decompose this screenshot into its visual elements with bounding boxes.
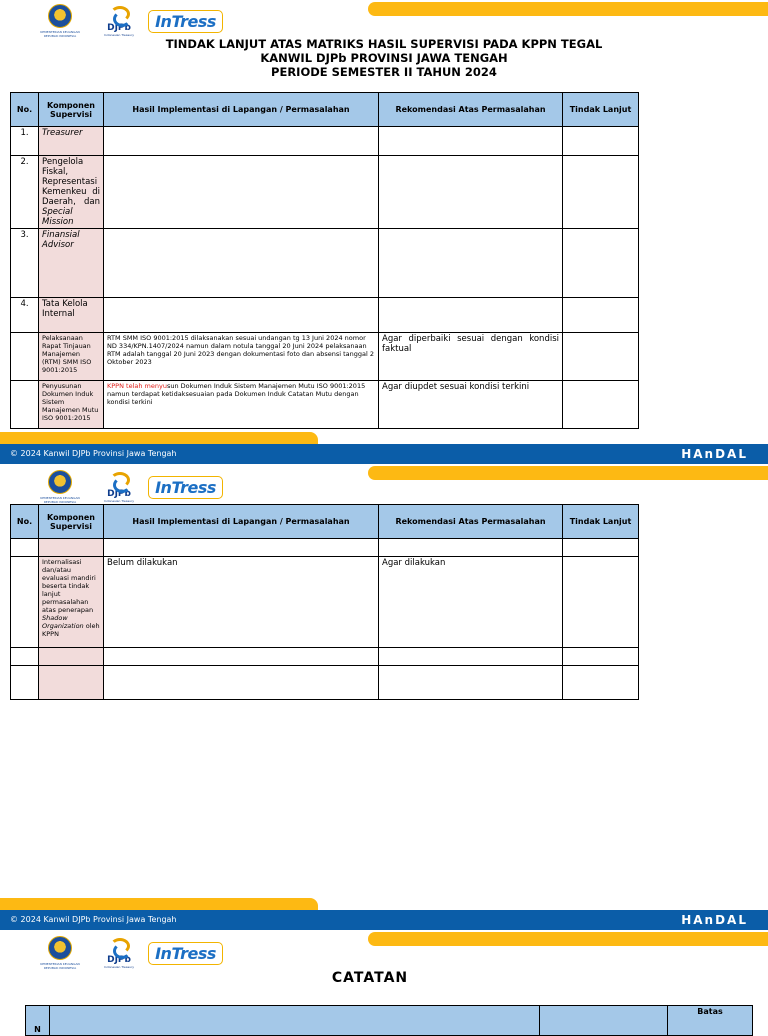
hasil-cell [104,229,379,298]
col-header-blank [540,1006,668,1036]
table-row [11,648,639,666]
kemenkeu-emblem-icon [48,4,72,28]
komponen-text-tail: oleh KPPN [42,622,100,638]
row-number [11,557,39,648]
hasil-cell [104,298,379,333]
intress-logo: InTress [148,942,223,965]
logo-group [30,470,223,504]
rekomendasi-cell: Agar dilakukan [379,557,563,648]
col-header-komponen: Komponen Supervisi [39,93,104,127]
table-row [11,539,639,557]
title-line-3: PERIODE SEMESTER II TAHUN 2024 [271,65,497,79]
document-title [0,37,768,79]
col-header-tindak: Tindak Lanjut [563,505,639,539]
handal-logo: HAnDAL [681,447,748,461]
header-accent-tab [368,2,768,16]
footer-accent-bar [0,898,318,910]
col-header-no: No. [11,93,39,127]
djpb-logo-text: DJPb [107,488,131,499]
tindak-lanjut-cell [563,539,639,557]
rekomendasi-cell [379,539,563,557]
col-header-catatan [50,1006,540,1036]
djpb-mark-icon [108,472,130,490]
djpb-logo-subtext: Indonesian Treasury [104,498,135,503]
kemenkeu-caption: KEMENTERIAN KEUANGAN [40,962,80,966]
row-number [11,666,39,700]
tindak-lanjut-cell [563,229,639,298]
logo-group [30,936,223,970]
supervision-matrix-table-1 [10,92,639,429]
hasil-text-highlight: KPPN telah menyu [107,382,167,390]
logo-group [30,4,223,38]
table-row [11,666,639,700]
djpb-mark-icon [108,6,130,24]
komponen-cell: Penyusunan Dokumen Induk Sistem Manajemen Mutu ISO 9001:2015 [39,381,104,429]
komponen-cell: Tata Kelola Internal [39,298,104,333]
table-row [11,333,639,381]
col-header-rekomendasi: Rekomendasi Atas Permasalahan [379,93,563,127]
djpb-logo-text: DJPb [107,22,131,33]
kemenkeu-logo [30,470,90,504]
intress-logo: InTress [148,10,223,33]
komponen-cell: Treasurer [39,127,104,156]
kemenkeu-emblem-icon [48,936,72,960]
table-header-row [11,93,639,127]
djpb-logo-subtext: Indonesian Treasury [104,32,135,37]
komponen-text-italic: Shadow Organization [42,614,84,630]
hasil-cell [104,127,379,156]
col-header-hasil: Hasil Implementasi di Lapangan / Permasalahan [104,93,379,127]
djpb-mark-icon [108,938,130,956]
col-header-hasil: Hasil Implementasi di Lapangan / Permasalahan [104,505,379,539]
tindak-lanjut-cell [563,648,639,666]
tindak-lanjut-cell [563,298,639,333]
footer-band [0,444,768,464]
rekomendasi-cell: Agar diupdet sesuai kondisi terkini [379,381,563,429]
tindak-lanjut-cell [563,381,639,429]
intress-logo: InTress [148,476,223,499]
tindak-lanjut-cell [563,666,639,700]
table-row [11,557,639,648]
rekomendasi-cell [379,648,563,666]
row-number: 4. [11,298,39,333]
col-header-no: N [26,1006,50,1036]
komponen-cell [39,539,104,557]
handal-logo: HAnDAL [681,913,748,927]
tindak-lanjut-cell [563,333,639,381]
row-number: 1. [11,127,39,156]
kemenkeu-logo [30,936,90,970]
col-header-batas: Batas [668,1006,753,1036]
hasil-cell [104,648,379,666]
footer-accent-bar [0,432,318,444]
djpb-logo [104,6,134,37]
hasil-cell [104,381,379,429]
table-header-row [26,1006,753,1036]
row-number: 2. [11,156,39,229]
hasil-cell [104,539,379,557]
tindak-lanjut-cell [563,557,639,648]
kemenkeu-subcaption: REPUBLIK INDONESIA [43,500,77,504]
tindak-lanjut-cell [563,156,639,229]
komponen-cell: Finansial Advisor [39,229,104,298]
header-accent-tab [368,932,768,946]
rekomendasi-cell [379,156,563,229]
row-number [11,539,39,557]
row-number [11,333,39,381]
catatan-table [25,1005,753,1036]
hasil-cell [104,666,379,700]
djpb-logo-subtext: Indonesian Treasury [104,964,135,969]
table-row [11,127,639,156]
col-header-komponen: Komponen Supervisi [39,505,104,539]
rekomendasi-cell [379,666,563,700]
kemenkeu-caption: KEMENTERIAN KEUANGAN [40,30,80,34]
table-row [11,156,639,229]
rekomendasi-cell [379,127,563,156]
tindak-lanjut-cell [563,127,639,156]
komponen-cell [39,557,104,648]
kemenkeu-logo [30,4,90,38]
row-number [11,381,39,429]
kemenkeu-emblem-icon [48,470,72,494]
hasil-cell: RTM SMM ISO 9001:2015 dilaksanakan sesuai undangan tg 13 Juni 2024 nomor ND 334/KPN.1407/2024 namun dalam notula tanggal 20 Juni 2024 pelaksanaan RTM adalah tanggal 20 Juni 2023 dengan dokumentasi foto dan absensi tanggal 2 Oktober 2023 [104,333,379,381]
komponen-cell [39,666,104,700]
komponen-cell [39,648,104,666]
kemenkeu-subcaption: REPUBLIK INDONESIA [43,966,77,970]
row-number: 3. [11,229,39,298]
header-accent-tab [368,466,768,480]
rekomendasi-cell [379,298,563,333]
row-number [11,648,39,666]
komponen-text-italic: Special Mission [42,207,74,227]
footer-copyright: © 2024 Kanwil DJPb Provinsi Jawa Tengah [10,915,177,924]
supervision-matrix-table-2 [10,504,639,700]
table-row [11,298,639,333]
djpb-logo [104,472,134,503]
footer-band [0,910,768,930]
table-row [11,381,639,429]
hasil-text: sun Dokumen Induk Sistem Manajemen Mutu ISO 9001:2015 namun terdapat ketidaksesuaian pada Dokumen Induk Catatan Mutu dengan kondisi terkini [107,382,366,406]
kemenkeu-caption: KEMENTERIAN KEUANGAN [40,496,80,500]
komponen-cell [39,156,104,229]
hasil-cell [104,156,379,229]
djpb-logo [104,938,134,969]
djpb-logo-text: DJPb [107,954,131,965]
komponen-text: Pengelola Fiskal, Representasi Kemenkeu di Daerah, dan [42,157,100,207]
komponen-text: Internalisasi dan/atau evaluasi mandiri beserta tindak lanjut permasalahan atas penerapan [42,558,96,614]
catatan-title: CATATAN [331,970,409,986]
table-header-row [11,505,639,539]
rekomendasi-cell: Agar diperbaiki sesuai dengan kondisi faktual [379,333,563,381]
col-header-rekomendasi: Rekomendasi Atas Permasalahan [379,505,563,539]
col-header-tindak: Tindak Lanjut [563,93,639,127]
table-row [11,229,639,298]
col-header-no: No. [11,505,39,539]
komponen-cell: Pelaksanaan Rapat Tinjauan Manajemen (RTM) SMM ISO 9001:2015 [39,333,104,381]
hasil-cell: Belum dilakukan [104,557,379,648]
title-line-1: TINDAK LANJUT ATAS MATRIKS HASIL SUPERVISI PADA KPPN TEGAL [165,37,603,51]
rekomendasi-cell [379,229,563,298]
kemenkeu-subcaption: REPUBLIK INDONESIA [43,34,77,38]
title-line-2: KANWIL DJPb PROVINSI JAWA TENGAH [260,51,508,65]
footer-copyright: © 2024 Kanwil DJPb Provinsi Jawa Tengah [10,449,177,458]
